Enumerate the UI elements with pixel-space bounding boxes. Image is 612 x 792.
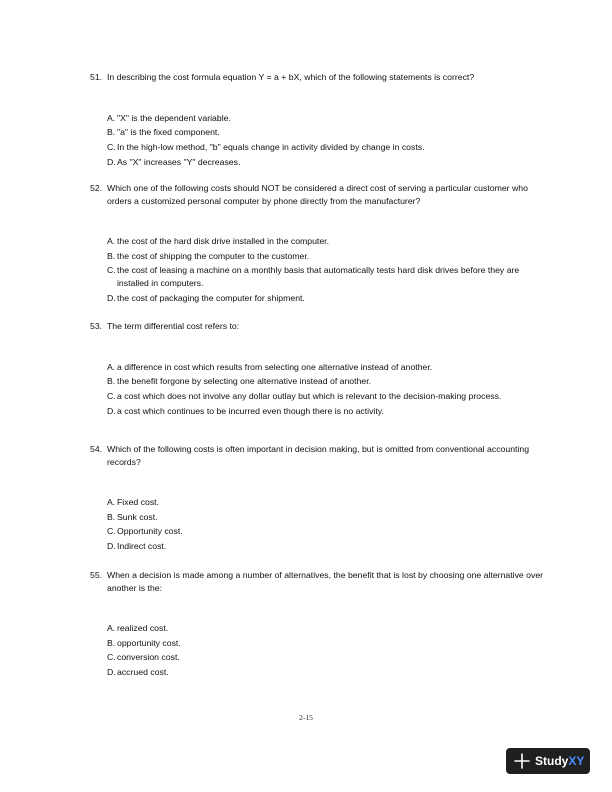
brand-name-part1: Study (535, 754, 569, 768)
option-b (107, 250, 550, 263)
option-b (107, 126, 550, 139)
option-d (107, 666, 550, 679)
option-b (107, 511, 550, 524)
options-list (90, 361, 550, 418)
question-text: Which of the following costs is often important in decision making, but is omitted from conventional accounting records? (107, 444, 530, 467)
option-letter: D. (107, 405, 116, 416)
option-text: the cost of shipping the computer to the customer. (117, 250, 310, 261)
option-c (107, 651, 550, 664)
option-text: "X" is the dependent variable. (117, 112, 231, 123)
question-52 (90, 182, 550, 306)
question-text: The term differential cost refers to: (107, 321, 240, 331)
option-letter: D. (107, 292, 116, 303)
question-text: When a decision is made among a number of alternatives, the benefit that is lost by choosing one alternative over another is the: (107, 570, 544, 593)
option-a (107, 112, 550, 125)
question-number: 54. (90, 444, 103, 454)
option-c (107, 141, 550, 154)
option-d (107, 156, 550, 169)
option-text: Opportunity cost. (117, 526, 183, 537)
option-a (107, 235, 550, 248)
option-d (107, 540, 550, 553)
option-c (107, 264, 550, 289)
question-51 (90, 71, 550, 170)
option-letter: B. (107, 511, 116, 522)
question-53 (90, 320, 550, 419)
option-text: the cost of leasing a machine on a monthly basis that automatically tests hard disk drives before they are installed in computers. (117, 265, 520, 288)
options-list (90, 235, 550, 304)
option-letter: D. (107, 156, 116, 167)
question-text: In describing the cost formula equation Y = a + bX, which of the following statements is correct? (107, 72, 475, 82)
page-number: 2-15 (299, 713, 313, 722)
option-text: Indirect cost. (117, 541, 167, 552)
studyxy-badge[interactable] (506, 748, 590, 774)
option-letter: C. (107, 526, 116, 537)
option-a (107, 361, 550, 374)
option-d (107, 292, 550, 305)
option-letter: B. (107, 637, 116, 648)
question-55 (90, 569, 550, 681)
question-number: 51. (90, 72, 103, 82)
options-list (90, 622, 550, 679)
option-c (107, 390, 550, 403)
option-c (107, 525, 550, 538)
option-text: Fixed cost. (117, 497, 160, 507)
option-b (107, 637, 550, 650)
option-letter: A. (107, 361, 116, 372)
option-text: realized cost. (117, 623, 169, 633)
question-number: 53. (90, 321, 103, 331)
options-list (90, 112, 550, 169)
option-letter: C. (107, 141, 116, 152)
question-number: 55. (90, 570, 103, 580)
question-number: 52. (90, 183, 103, 193)
option-letter: A. (107, 236, 116, 246)
option-text: the cost of the hard disk drive installed in the computer. (117, 236, 329, 246)
option-a (107, 496, 550, 509)
option-letter: C. (107, 390, 116, 401)
option-text: opportunity cost. (117, 637, 181, 648)
option-b (107, 375, 550, 388)
option-letter: D. (107, 667, 116, 678)
question-text: Which one of the following costs should NOT be considered a direct cost of serving a particular customer who orders a customized personal computer by phone directly from the manufacturer? (107, 183, 528, 206)
option-letter: D. (107, 541, 116, 552)
option-text: a cost which continues to be incurred even though there is no activity. (117, 405, 384, 416)
option-a (107, 622, 550, 635)
option-d (107, 405, 550, 418)
option-text: Sunk cost. (117, 511, 158, 522)
option-letter: A. (107, 112, 116, 123)
option-letter: B. (107, 250, 116, 261)
option-letter: A. (107, 497, 116, 507)
option-letter: C. (107, 265, 116, 276)
option-text: the benefit forgone by selecting one alternative instead of another. (117, 376, 372, 387)
option-text: In the high-low method, "b" equals change in activity divided by change in costs. (117, 141, 425, 152)
option-text: a difference in cost which results from selecting one alternative instead of another. (117, 361, 433, 372)
option-text: conversion cost. (117, 652, 180, 663)
option-text: As "X" increases "Y" decreases. (117, 156, 241, 167)
option-letter: B. (107, 376, 116, 387)
option-letter: C. (107, 652, 116, 663)
question-54 (90, 443, 550, 555)
option-text: the cost of packaging the computer for shipment. (117, 292, 305, 303)
option-letter: A. (107, 623, 116, 633)
option-text: accrued cost. (117, 667, 169, 678)
options-list (90, 496, 550, 553)
option-text: a cost which does not involve any dollar outlay but which is relevant to the decision-making process. (117, 390, 502, 401)
brand-name-part2: XY (568, 754, 585, 768)
option-text: "a" is the fixed component. (117, 127, 220, 138)
option-letter: B. (107, 127, 116, 138)
plus-cross-icon (514, 753, 530, 769)
brand-logo-text (535, 754, 584, 768)
